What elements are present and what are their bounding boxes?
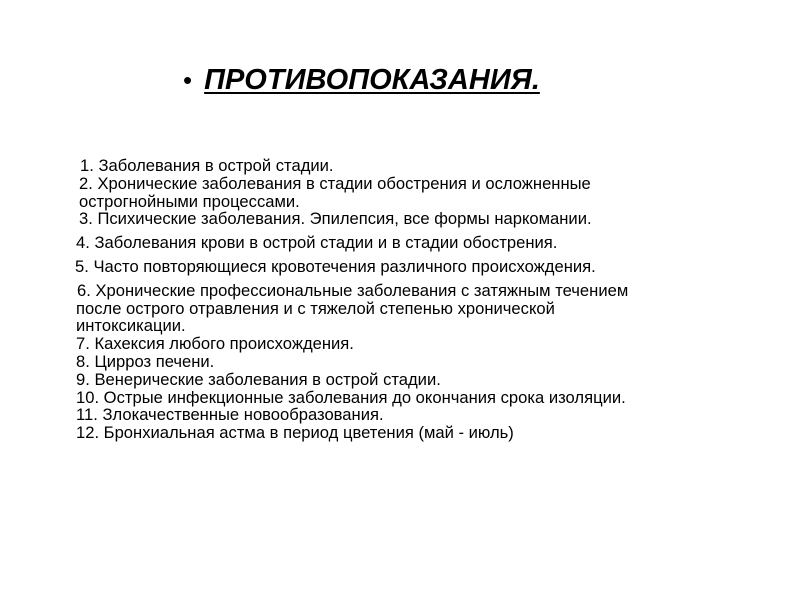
bullet-icon: • <box>183 65 193 95</box>
list-item: 11. Злокачественные новообразования. <box>76 405 384 425</box>
list-item: 10. Острые инфекционные заболевания до окончания срока изоляции. <box>76 387 626 407</box>
list-item: острогнойными процессами. <box>79 191 300 211</box>
list-item: интоксикации. <box>76 316 186 336</box>
list-item: 7. Кахексия любого происхождения. <box>76 334 354 354</box>
list-item: 1. Заболевания в острой стадии. <box>80 156 334 175</box>
list-item: 5. Часто повторяющиеся кровотечения различного происхождения. <box>75 256 596 276</box>
slide-title: ПРОТИВОПОКАЗАНИЯ. <box>204 64 540 96</box>
list-item: 4. Заболевания крови в острой стадии и в стадии обострения. <box>76 233 558 253</box>
list-item: 2. Хронические заболевания в стадии обострения и осложненные <box>79 173 591 193</box>
list-item: 3. Психические заболевания. Эпилепсия, все формы наркомании. <box>79 209 592 229</box>
list-item: 8. Цирроз печени. <box>76 351 215 371</box>
list-item: 9. Венерические заболевания в острой стадии. <box>76 369 441 389</box>
list-item: 12. Бронхиальная астма в период цветения (май - июль) <box>76 423 514 443</box>
list-item: 6. Хронические профессиональные заболевания с затяжным течением <box>77 280 629 300</box>
contraindications-list <box>70 157 770 442</box>
heading-row <box>183 60 540 100</box>
list-item: после острого отравления и с тяжелой степенью хронической <box>76 298 555 318</box>
